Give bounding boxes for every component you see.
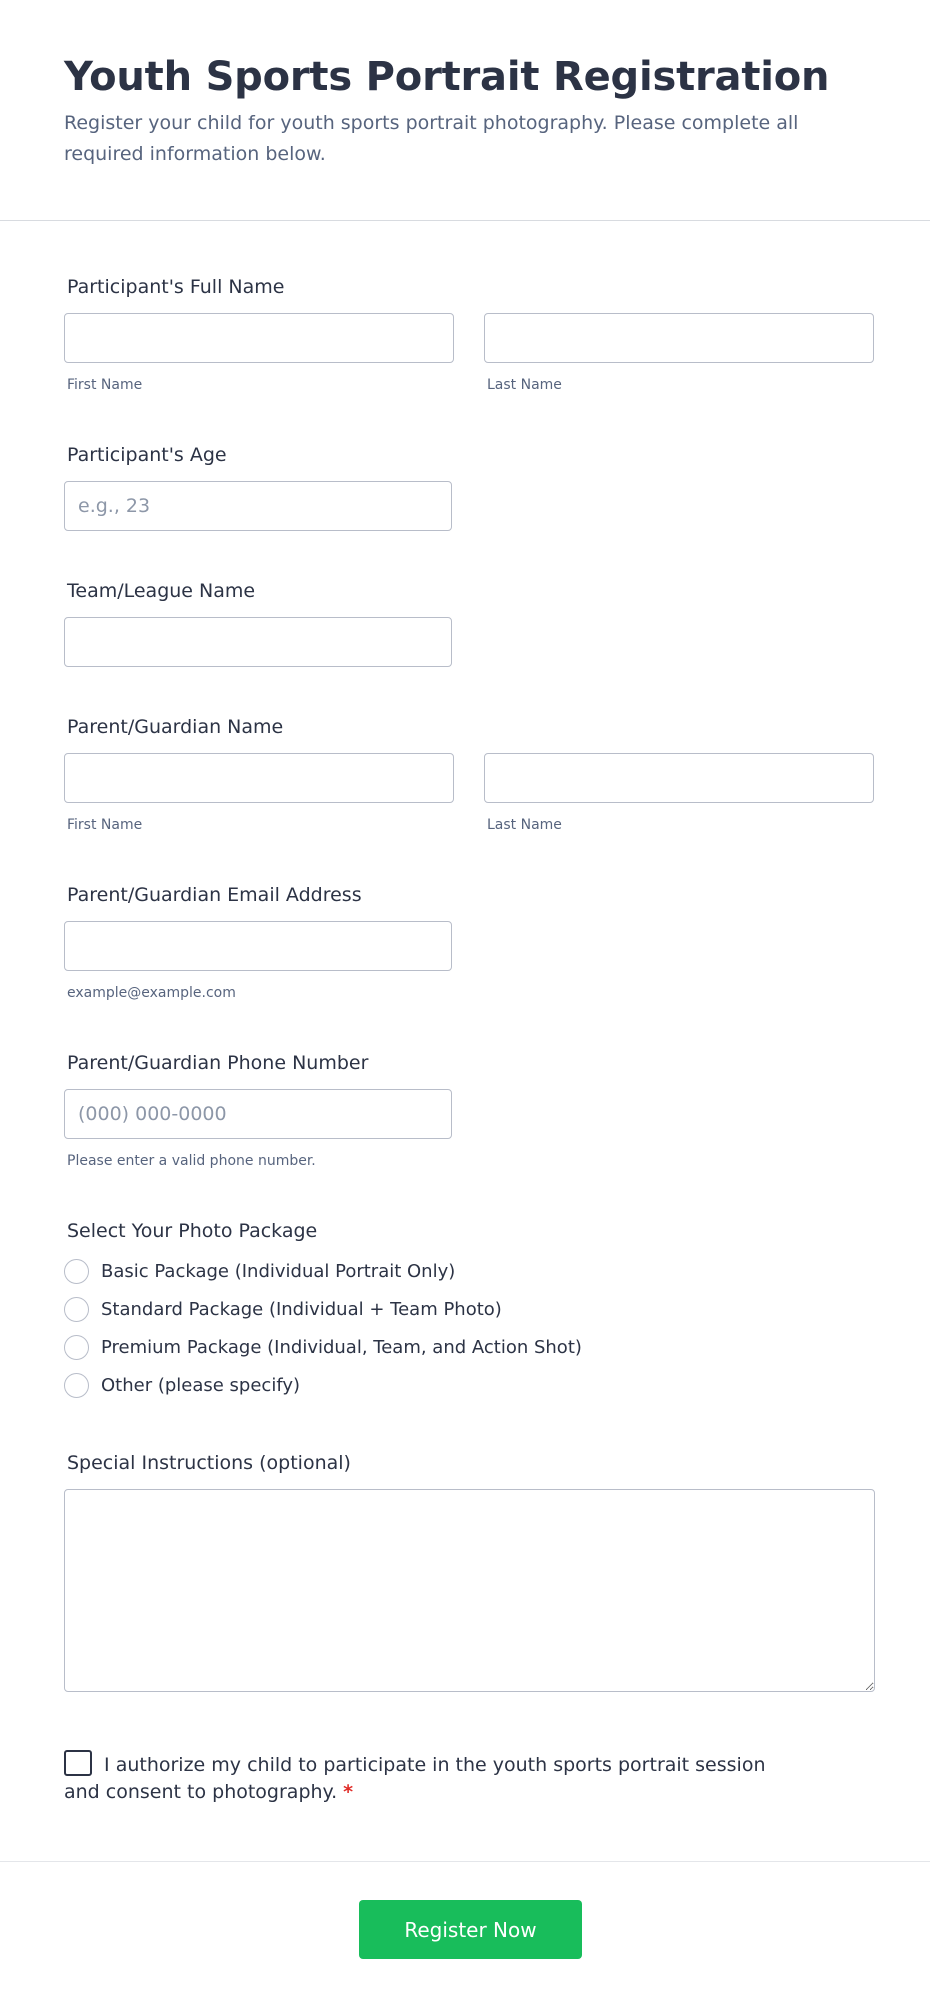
participant-last-name-sublabel: Last Name — [487, 377, 562, 393]
package-option-label: Basic Package (Individual Portrait Only) — [101, 1260, 456, 1282]
guardian-first-name-input[interactable] — [64, 753, 454, 803]
guardian-name-field — [64, 715, 283, 739]
phone-label: Parent/Guardian Phone Number — [67, 1052, 369, 1074]
package-option-label: Premium Package (Individual, Team, and Action Shot) — [101, 1336, 582, 1358]
page-title: Youth Sports Portrait Registration — [64, 54, 830, 100]
radio-button[interactable] — [64, 1259, 89, 1284]
participant-name-label: Participant's Full Name — [67, 276, 285, 298]
phone-input[interactable] — [64, 1089, 452, 1139]
register-now-button[interactable]: Register Now — [359, 1900, 582, 1959]
package-option-label: Other (please specify) — [101, 1374, 301, 1396]
guardian-last-name-input[interactable] — [484, 753, 874, 803]
participant-name-field — [64, 275, 284, 299]
consent-field — [64, 1750, 804, 1806]
package-option-premium[interactable] — [64, 1333, 582, 1361]
phone-field — [64, 1051, 368, 1075]
participant-first-name-input[interactable] — [64, 313, 454, 363]
guardian-name-label: Parent/Guardian Name — [67, 716, 284, 738]
age-input[interactable] — [64, 481, 452, 531]
age-label: Participant's Age — [67, 444, 227, 466]
team-field — [64, 579, 255, 603]
age-field — [64, 443, 227, 467]
team-label: Team/League Name — [67, 580, 256, 602]
email-input[interactable] — [64, 921, 452, 971]
package-option-other[interactable] — [64, 1371, 300, 1399]
email-field — [64, 883, 362, 907]
radio-button[interactable] — [64, 1297, 89, 1322]
guardian-first-name-sublabel: First Name — [67, 817, 143, 833]
page-subtitle: Register your child for youth sports portrait photography. Please complete all required information below. — [64, 112, 799, 165]
instructions-label: Special Instructions (optional) — [67, 1452, 351, 1474]
package-label: Select Your Photo Package — [67, 1220, 318, 1242]
package-option-standard[interactable] — [64, 1295, 502, 1323]
participant-first-name-sublabel: First Name — [67, 377, 143, 393]
team-input[interactable] — [64, 617, 452, 667]
guardian-last-name-sublabel: Last Name — [487, 817, 562, 833]
radio-button[interactable] — [64, 1373, 89, 1398]
email-sublabel: example@example.com — [67, 985, 236, 1001]
consent-checkbox[interactable] — [64, 1750, 92, 1776]
email-label: Parent/Guardian Email Address — [67, 884, 362, 906]
package-option-basic[interactable] — [64, 1257, 455, 1285]
required-marker: * — [343, 1781, 354, 1803]
participant-last-name-input[interactable] — [484, 313, 874, 363]
package-option-label: Standard Package (Individual + Team Photo) — [101, 1298, 502, 1320]
phone-sublabel: Please enter a valid phone number. — [67, 1153, 316, 1169]
instructions-textarea[interactable] — [64, 1489, 875, 1692]
consent-text: I authorize my child to participate in the youth sports portrait session and consent to photography. — [64, 1754, 766, 1803]
form-header — [0, 0, 930, 221]
package-field — [64, 1219, 317, 1243]
footer-divider — [0, 1861, 930, 1862]
radio-button[interactable] — [64, 1335, 89, 1360]
instructions-field — [64, 1451, 351, 1475]
